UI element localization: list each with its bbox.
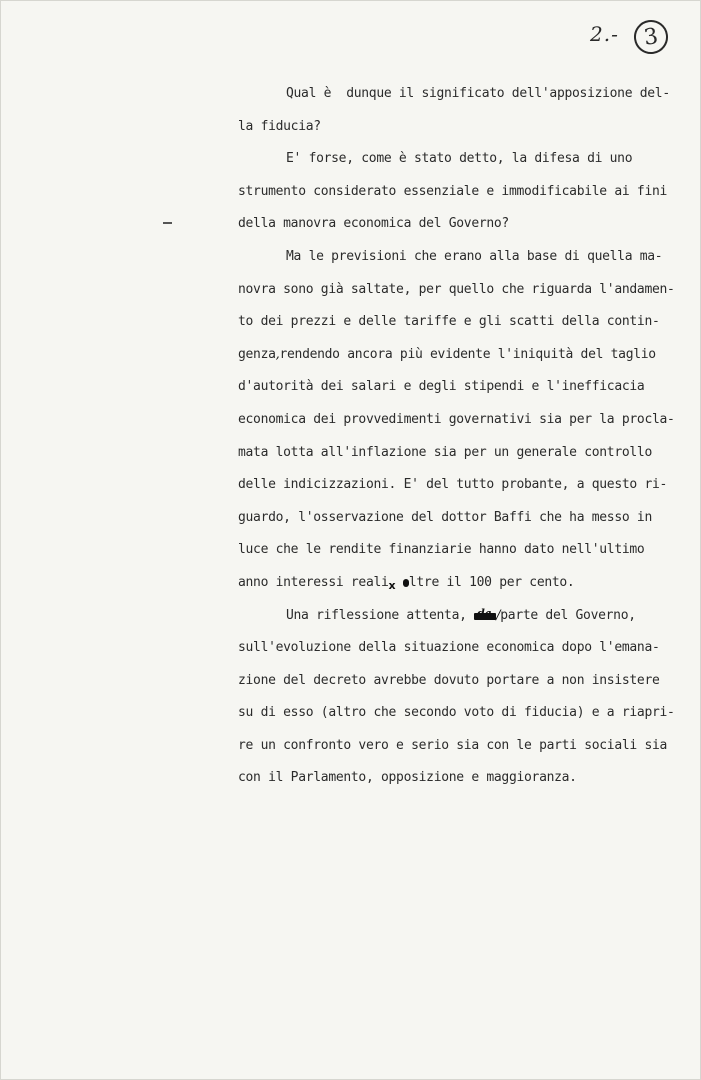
text-line: guardo, l'osservazione del dottor Baffi che ha messo in (238, 509, 652, 525)
text-line: zione del decreto avrebbe dovuto portare a non insistere (238, 672, 660, 688)
text-line: re un confronto vero e serio sia con le parti sociali sia (238, 737, 668, 753)
handwritten-page-number: 2.- (590, 22, 619, 46)
text-fragment: Una riflessione attenta, (286, 607, 467, 623)
text-line: novra sono già saltate, per quello che riguarda l'andamen- (238, 281, 675, 297)
text-line: mata lotta all'inflazione sia per un generale controllo (238, 444, 652, 460)
text-line: della manovra economica del Governo? (238, 216, 509, 232)
text-line: economica dei provvedimenti governativi sia per la procla- (238, 411, 675, 427)
typed-body-text (238, 78, 675, 795)
text-line: d'autorità dei salari e degli stipendi e l'inefficacia (238, 379, 645, 395)
handwritten-comma-insert: , (275, 346, 280, 362)
text-line: Ma le previsioni che erano alla base di quella ma- (286, 248, 663, 264)
text-fragment: ltre il 100 per cento. (408, 574, 575, 590)
text-line: to dei prezzi e delle tariffe e gli scatti della contin- (238, 314, 660, 330)
text-fragment: anno interessi reali (238, 574, 389, 590)
text-fragment: parte del Governo, (500, 607, 636, 623)
text-line: delle indicizzazioni. E' del tutto probante, a questo ri- (238, 477, 668, 493)
text-line: la fiducia? (238, 118, 321, 134)
text-fragment: rendendo ancora più evidente l'iniquità del taglio (279, 346, 656, 362)
text-line-with-correction (238, 600, 638, 633)
text-line: su di esso (altro che secondo voto di fiducia) e a riapri- (238, 705, 675, 721)
text-line-with-correction (238, 567, 638, 600)
text-line: Qual è dunque il significato dell'apposizione del- (286, 86, 670, 101)
text-line: strumento considerato essenziale e immodificabile ai fini (238, 183, 668, 199)
margin-mark (163, 222, 172, 224)
text-line: E' forse, come è stato detto, la difesa di uno (286, 151, 633, 167)
text-line-with-correction (238, 339, 656, 372)
insertion-slash: / (496, 607, 501, 623)
text-fragment: genza (238, 346, 276, 362)
handwritten-insertion: da (477, 606, 492, 620)
text-line: con il Parlamento, opposizione e maggioranza. (238, 770, 577, 786)
struck-out-word (474, 606, 496, 620)
handwritten-x-mark: x (388, 578, 396, 592)
text-line: sull'evoluzione della situazione economica dopo l'emana- (238, 640, 660, 656)
text-line: luce che le rendite finanziarie hanno dato nell'ultimo (238, 542, 645, 558)
circled-page-number: 3 (632, 18, 670, 56)
